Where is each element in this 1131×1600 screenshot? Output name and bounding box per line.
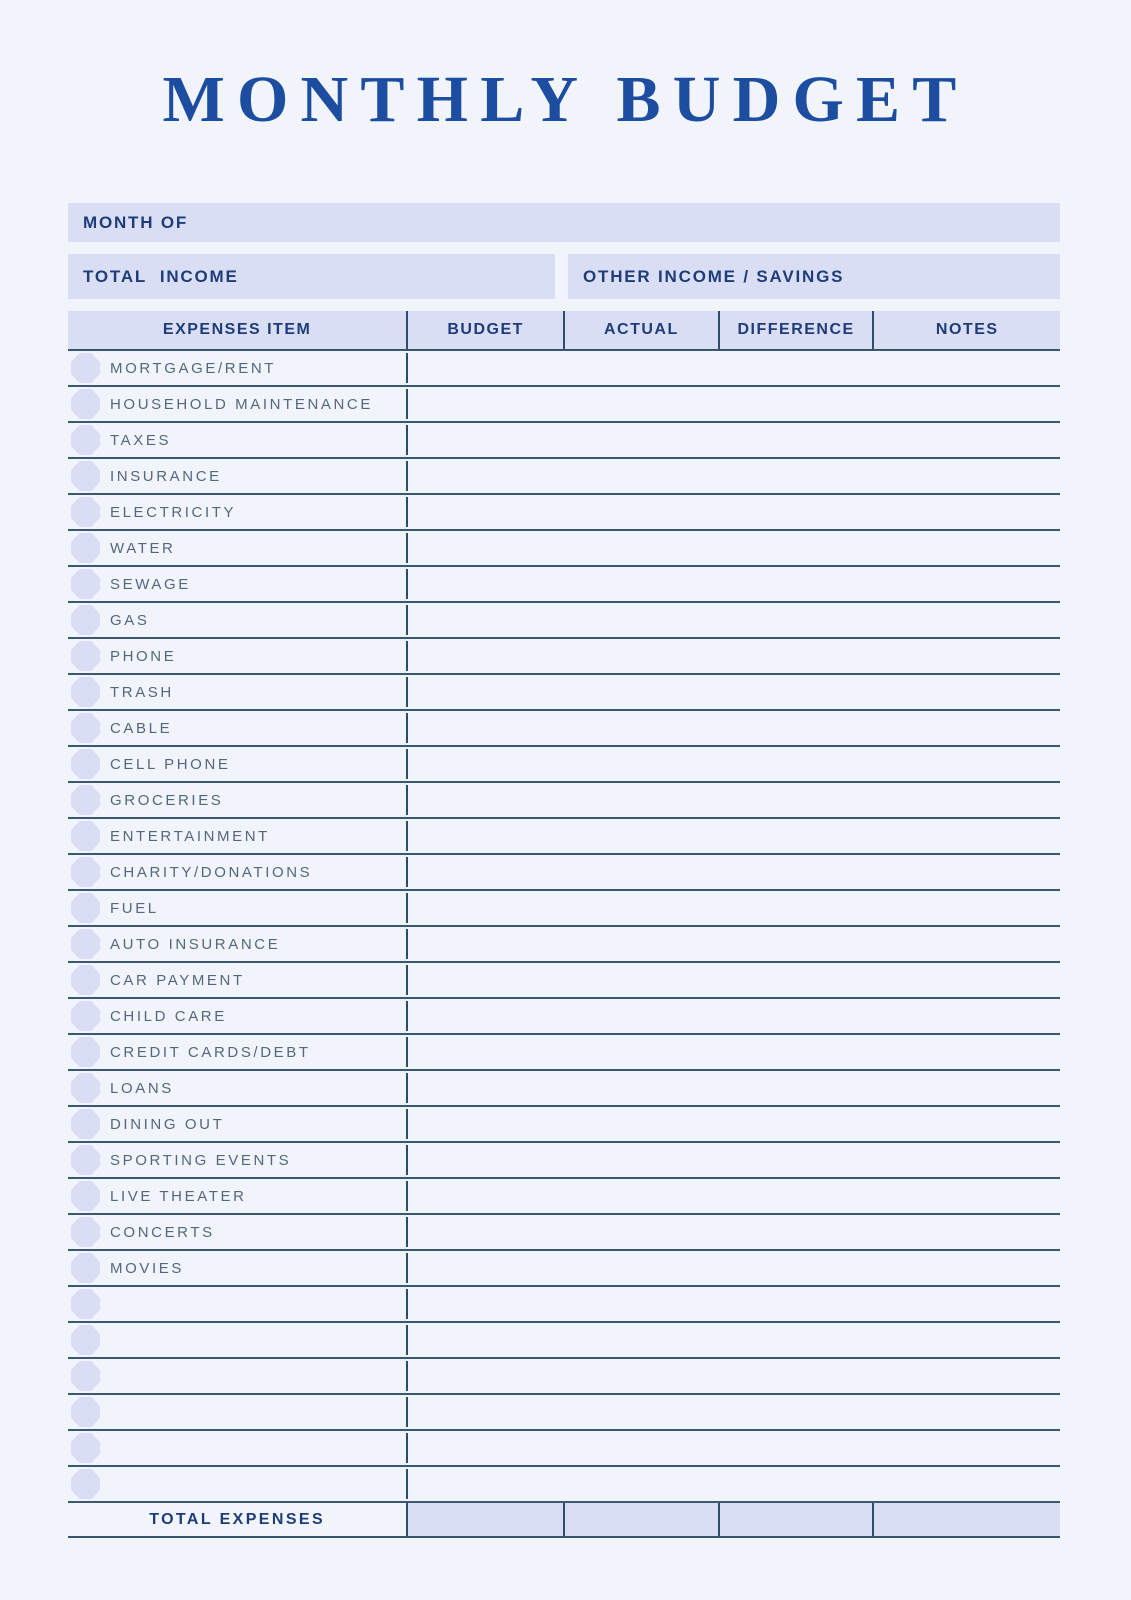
octagon-bullet-icon [71, 713, 100, 743]
expense-item-label: CHILD CARE [110, 1007, 227, 1025]
expense-item-cell[interactable] [68, 1145, 408, 1175]
expense-item-label: TAXES [110, 431, 172, 449]
expense-item-cell[interactable] [68, 1325, 408, 1355]
table-row [68, 639, 1060, 675]
expense-item-cell[interactable] [68, 353, 408, 383]
table-row [68, 999, 1060, 1035]
expense-item-label: SEWAGE [110, 575, 191, 593]
octagon-bullet-icon [71, 1361, 100, 1391]
octagon-bullet-icon [71, 893, 100, 923]
expense-item-label: CELL PHONE [110, 755, 231, 773]
table-row [68, 603, 1060, 639]
expense-item-label: HOUSEHOLD MAINTENANCE [110, 395, 373, 413]
total-difference-cell[interactable] [720, 1503, 875, 1536]
expense-item-label: SPORTING EVENTS [110, 1151, 292, 1169]
expense-item-cell[interactable] [68, 1109, 408, 1139]
octagon-bullet-icon [71, 1289, 100, 1319]
expense-item-cell[interactable] [68, 1073, 408, 1103]
octagon-bullet-icon [71, 677, 100, 707]
expense-item-cell[interactable] [68, 533, 408, 563]
header-cell-notes: NOTES [935, 321, 999, 338]
expense-item-cell[interactable] [68, 785, 408, 815]
expense-item-cell[interactable] [68, 965, 408, 995]
expense-item-cell[interactable] [68, 1433, 408, 1463]
octagon-bullet-icon [71, 1037, 100, 1067]
month-of-field[interactable] [68, 203, 1060, 242]
expense-item-cell[interactable] [68, 1181, 408, 1211]
expense-item-label: CONCERTS [110, 1223, 215, 1241]
expense-item-cell[interactable] [68, 569, 408, 599]
expense-item-label: PHONE [110, 647, 177, 665]
expense-item-cell[interactable] [68, 821, 408, 851]
table-row [68, 1179, 1060, 1215]
expense-item-label: CAR PAYMENT [110, 971, 245, 989]
table-body [68, 351, 1060, 1503]
octagon-bullet-icon [71, 389, 100, 419]
octagon-bullet-icon [71, 821, 100, 851]
table-row [68, 819, 1060, 855]
expense-item-cell[interactable] [68, 605, 408, 635]
octagon-bullet-icon [71, 1217, 100, 1247]
octagon-bullet-icon [71, 569, 100, 599]
expense-item-cell[interactable] [68, 1217, 408, 1247]
header-cell-budget: BUDGET [408, 311, 565, 349]
table-row [68, 1071, 1060, 1107]
expense-item-label: LIVE THEATER [110, 1187, 247, 1205]
expense-item-cell[interactable] [68, 1289, 408, 1319]
expenses-table [68, 311, 1060, 1538]
table-header-row [68, 311, 1060, 351]
octagon-bullet-icon [71, 785, 100, 815]
content-area [68, 203, 1060, 1538]
expense-item-label: INSURANCE [110, 467, 222, 485]
table-row [68, 1035, 1060, 1071]
expense-item-cell[interactable] [68, 1001, 408, 1031]
octagon-bullet-icon [71, 425, 100, 455]
expense-item-label: LOANS [110, 1079, 174, 1097]
octagon-bullet-icon [71, 1109, 100, 1139]
table-row [68, 927, 1060, 963]
expense-item-label: DINING OUT [110, 1115, 225, 1133]
octagon-bullet-icon [71, 965, 100, 995]
table-row-empty [68, 1431, 1060, 1467]
table-row [68, 531, 1060, 567]
table-row [68, 711, 1060, 747]
total-expenses-label: TOTAL EXPENSES [149, 1510, 326, 1528]
table-row [68, 855, 1060, 891]
expense-item-cell[interactable] [68, 461, 408, 491]
octagon-bullet-icon [71, 497, 100, 527]
table-row [68, 675, 1060, 711]
income-section [68, 254, 1060, 299]
table-row-empty [68, 1323, 1060, 1359]
expense-item-label: GROCERIES [110, 791, 224, 809]
expense-item-label: MOVIES [110, 1259, 184, 1277]
table-row [68, 1215, 1060, 1251]
expense-item-label: FUEL [110, 899, 159, 917]
total-budget-cell[interactable] [408, 1503, 565, 1536]
total-income-field[interactable] [68, 254, 555, 299]
table-row [68, 495, 1060, 531]
expense-item-cell[interactable] [68, 1037, 408, 1067]
expense-item-label: CABLE [110, 719, 173, 737]
octagon-bullet-icon [71, 1073, 100, 1103]
expense-item-cell[interactable] [68, 389, 408, 419]
table-row [68, 387, 1060, 423]
octagon-bullet-icon [71, 1253, 100, 1283]
expense-item-cell[interactable] [68, 497, 408, 527]
expense-item-label: CHARITY/DONATIONS [110, 863, 313, 881]
total-expenses-label-cell [68, 1503, 408, 1536]
expense-item-cell[interactable] [68, 857, 408, 887]
octagon-bullet-icon [71, 533, 100, 563]
table-row-empty [68, 1287, 1060, 1323]
octagon-bullet-icon [71, 353, 100, 383]
expense-item-cell[interactable] [68, 641, 408, 671]
table-row [68, 423, 1060, 459]
total-expenses-row [68, 1503, 1060, 1538]
table-row [68, 567, 1060, 603]
expense-item-label: CREDIT CARDS/DEBT [110, 1043, 311, 1061]
header-cell-actual: ACTUAL [565, 311, 720, 349]
table-row [68, 459, 1060, 495]
table-row-empty [68, 1359, 1060, 1395]
table-row [68, 351, 1060, 387]
octagon-bullet-icon [71, 1469, 100, 1499]
other-income-label: OTHER INCOME / SAVINGS [583, 266, 845, 286]
octagon-bullet-icon [71, 641, 100, 671]
expense-item-cell[interactable] [68, 929, 408, 959]
octagon-bullet-icon [71, 857, 100, 887]
total-income-label: TOTAL INCOME [83, 266, 239, 286]
table-row [68, 1107, 1060, 1143]
expense-item-label: GAS [110, 611, 150, 629]
octagon-bullet-icon [71, 929, 100, 959]
table-row [68, 783, 1060, 819]
octagon-bullet-icon [71, 1001, 100, 1031]
total-notes-cell[interactable] [874, 1503, 1060, 1536]
table-row [68, 891, 1060, 927]
octagon-bullet-icon [71, 605, 100, 635]
table-row [68, 747, 1060, 783]
expense-item-cell[interactable] [68, 425, 408, 455]
expense-item-cell[interactable] [68, 749, 408, 779]
table-row [68, 963, 1060, 999]
expense-item-cell[interactable] [68, 713, 408, 743]
expense-item-cell[interactable] [68, 1469, 408, 1499]
page-title: MONTHLY BUDGET [162, 63, 969, 136]
expense-item-cell[interactable] [68, 893, 408, 923]
table-row [68, 1251, 1060, 1287]
octagon-bullet-icon [71, 1181, 100, 1211]
month-of-label: MONTH OF [83, 212, 189, 232]
table-row-empty [68, 1395, 1060, 1431]
other-income-field[interactable] [568, 254, 1060, 299]
expense-item-cell[interactable] [68, 1253, 408, 1283]
octagon-bullet-icon [71, 1433, 100, 1463]
octagon-bullet-icon [71, 1397, 100, 1427]
octagon-bullet-icon [71, 1145, 100, 1175]
expense-item-label: MORTGAGE/RENT [110, 359, 277, 377]
octagon-bullet-icon [71, 1325, 100, 1355]
table-row-empty [68, 1467, 1060, 1503]
expense-item-label: AUTO INSURANCE [110, 935, 281, 953]
table-row [68, 1143, 1060, 1179]
header-cell-difference: DIFFERENCE [720, 311, 875, 349]
header-cell-expenses-item: EXPENSES ITEM [68, 311, 408, 349]
expense-item-cell[interactable] [68, 677, 408, 707]
expense-item-label: ENTERTAINMENT [110, 827, 270, 845]
expense-item-label: ELECTRICITY [110, 503, 237, 521]
expense-item-label: TRASH [110, 683, 174, 701]
total-actual-cell[interactable] [565, 1503, 720, 1536]
expense-item-label: WATER [110, 539, 176, 557]
expense-item-cell[interactable] [68, 1397, 408, 1427]
expense-item-cell[interactable] [68, 1361, 408, 1391]
octagon-bullet-icon [71, 461, 100, 491]
octagon-bullet-icon [71, 749, 100, 779]
